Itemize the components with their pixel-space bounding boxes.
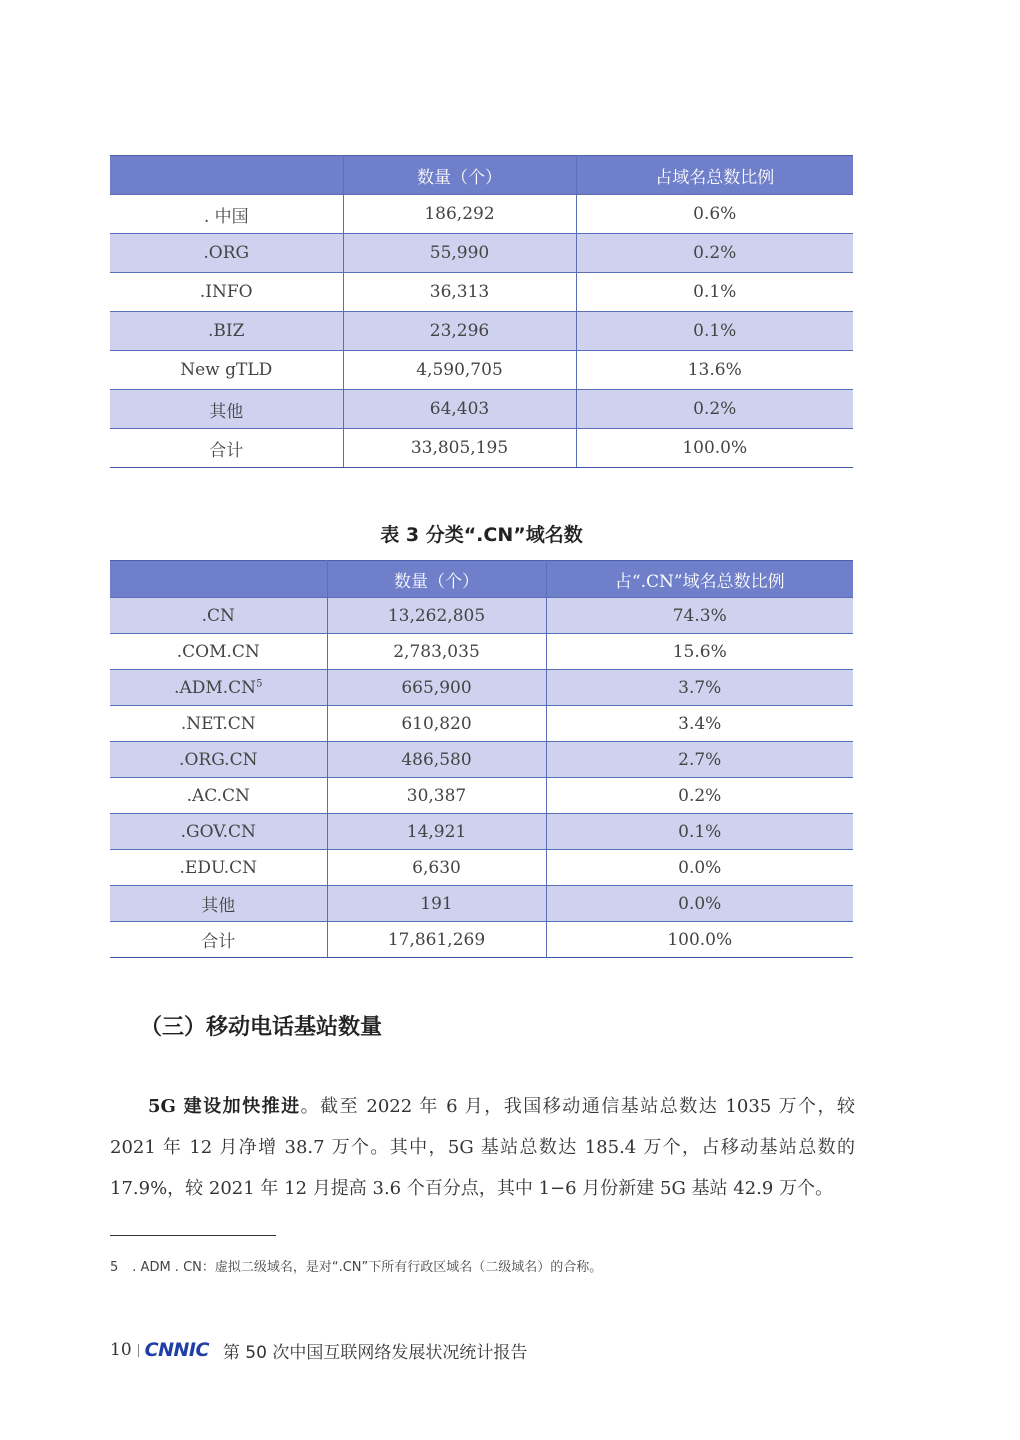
table-cell: 0.2% [546,778,853,814]
table-cell: 23,296 [343,312,576,351]
table-cell: .EDU.CN [110,850,327,886]
table-cell: .NET.CN [110,706,327,742]
table-cell: 13.6% [576,351,853,390]
table-cell: 36,313 [343,273,576,312]
table-cell: 665,900 [327,670,546,706]
header-cell: 占“.CN”域名总数比例 [546,561,853,598]
header-cell: 数量（个） [327,561,546,598]
table-row [110,886,853,922]
page-number: 10 [110,1340,132,1360]
table-row [110,706,853,742]
table-cell [110,670,327,706]
table-cell: 17,861,269 [327,922,546,958]
header-cell: 占域名总数比例 [576,156,853,195]
table-cell: 0.1% [576,273,853,312]
footnote [110,1256,602,1275]
table-cell: 100.0% [546,922,853,958]
table-cell: .GOV.CN [110,814,327,850]
table-row [110,778,853,814]
table-cell: 191 [327,886,546,922]
footnote-divider [110,1235,276,1236]
footnote-number: 5 [110,1260,119,1275]
table-cell: . 中国 [110,195,343,234]
table-cell: .ORG [110,234,343,273]
domain-count-table [110,155,853,468]
cn-domain-table [110,560,853,958]
paragraph-text: 。截至 2022 年 6 月，我国移动通信基站总数达 1035 万个，较 2021 年 12 月净增 38.7 万个。其中，5G 基站总数达 185.4 万个，占移动基站总数的 17.9%，较 2021 年 12 月提高 3.6 个百分点，其中 1−6 月份新建 5G 基站 42.9 万个。 [110,1096,855,1199]
table-cell: 14,921 [327,814,546,850]
table-cell: 186,292 [343,195,576,234]
header-cell: 数量（个） [343,156,576,195]
paragraph-lead: 5G 建设加快推进 [148,1096,301,1117]
table-cell: 合计 [110,429,343,468]
table-row [110,351,853,390]
table-row [110,598,853,634]
table-cell: .CN [110,598,327,634]
table-row [110,273,853,312]
report-title: 第 50 次中国互联网络发展状况统计报告 [222,1342,528,1363]
table-cell: 2,783,035 [327,634,546,670]
table-cell: 合计 [110,922,327,958]
cell-text: .ADM.CN [174,677,257,698]
table-row [110,742,853,778]
table-header-row [110,561,853,598]
table-row [110,234,853,273]
cnnic-logo: CNNIC [144,1339,209,1361]
table-cell: 55,990 [343,234,576,273]
header-cell [110,156,343,195]
table-cell: 其他 [110,390,343,429]
table-row [110,312,853,351]
table-cell: .AC.CN [110,778,327,814]
table-cell: 0.0% [546,850,853,886]
table-row [110,195,853,234]
table-cell: 0.1% [576,312,853,351]
table-cell: New gTLD [110,351,343,390]
table-cell: 13,262,805 [327,598,546,634]
table-cell: 33,805,195 [343,429,576,468]
table-cell: 0.0% [546,886,853,922]
table-cell: 15.6% [546,634,853,670]
table-cell: .BIZ [110,312,343,351]
table-cell: 3.7% [546,670,853,706]
table-cell: 0.6% [576,195,853,234]
table-cell: 30,387 [327,778,546,814]
table-cell: 610,820 [327,706,546,742]
table-cell: 0.1% [546,814,853,850]
table-row [110,390,853,429]
table-cell: 4,590,705 [343,351,576,390]
table-cell: 74.3% [546,598,853,634]
table-cell: 3.4% [546,706,853,742]
header-cell [110,561,327,598]
footnote-text: . ADM . CN：虚拟二级域名，是对“.CN”下所有行政区域名（二级域名）的合称。 [132,1260,603,1275]
table-row [110,850,853,886]
table-cell: .ORG.CN [110,742,327,778]
footnote-ref[interactable]: 5 [256,677,263,689]
table-cell: 6,630 [327,850,546,886]
footer-divider [138,1344,139,1357]
table-row [110,634,853,670]
table-cell: 486,580 [327,742,546,778]
table-row [110,922,853,958]
table-row [110,670,853,706]
table-header-row [110,156,853,195]
table-cell: .INFO [110,273,343,312]
table-cell: .COM.CN [110,634,327,670]
body-paragraph [110,1086,855,1209]
table-row [110,429,853,468]
section-heading: （三）移动电话基站数量 [140,1015,383,1040]
page-footer [110,1337,527,1363]
table-cell: 2.7% [546,742,853,778]
table-row [110,814,853,850]
table-cell: 0.2% [576,234,853,273]
table-cell: 0.2% [576,390,853,429]
table-cell: 100.0% [576,429,853,468]
table-cell: 其他 [110,886,327,922]
table-cell: 64,403 [343,390,576,429]
table-caption: 表 3 分类“.CN”域名数 [380,524,583,546]
